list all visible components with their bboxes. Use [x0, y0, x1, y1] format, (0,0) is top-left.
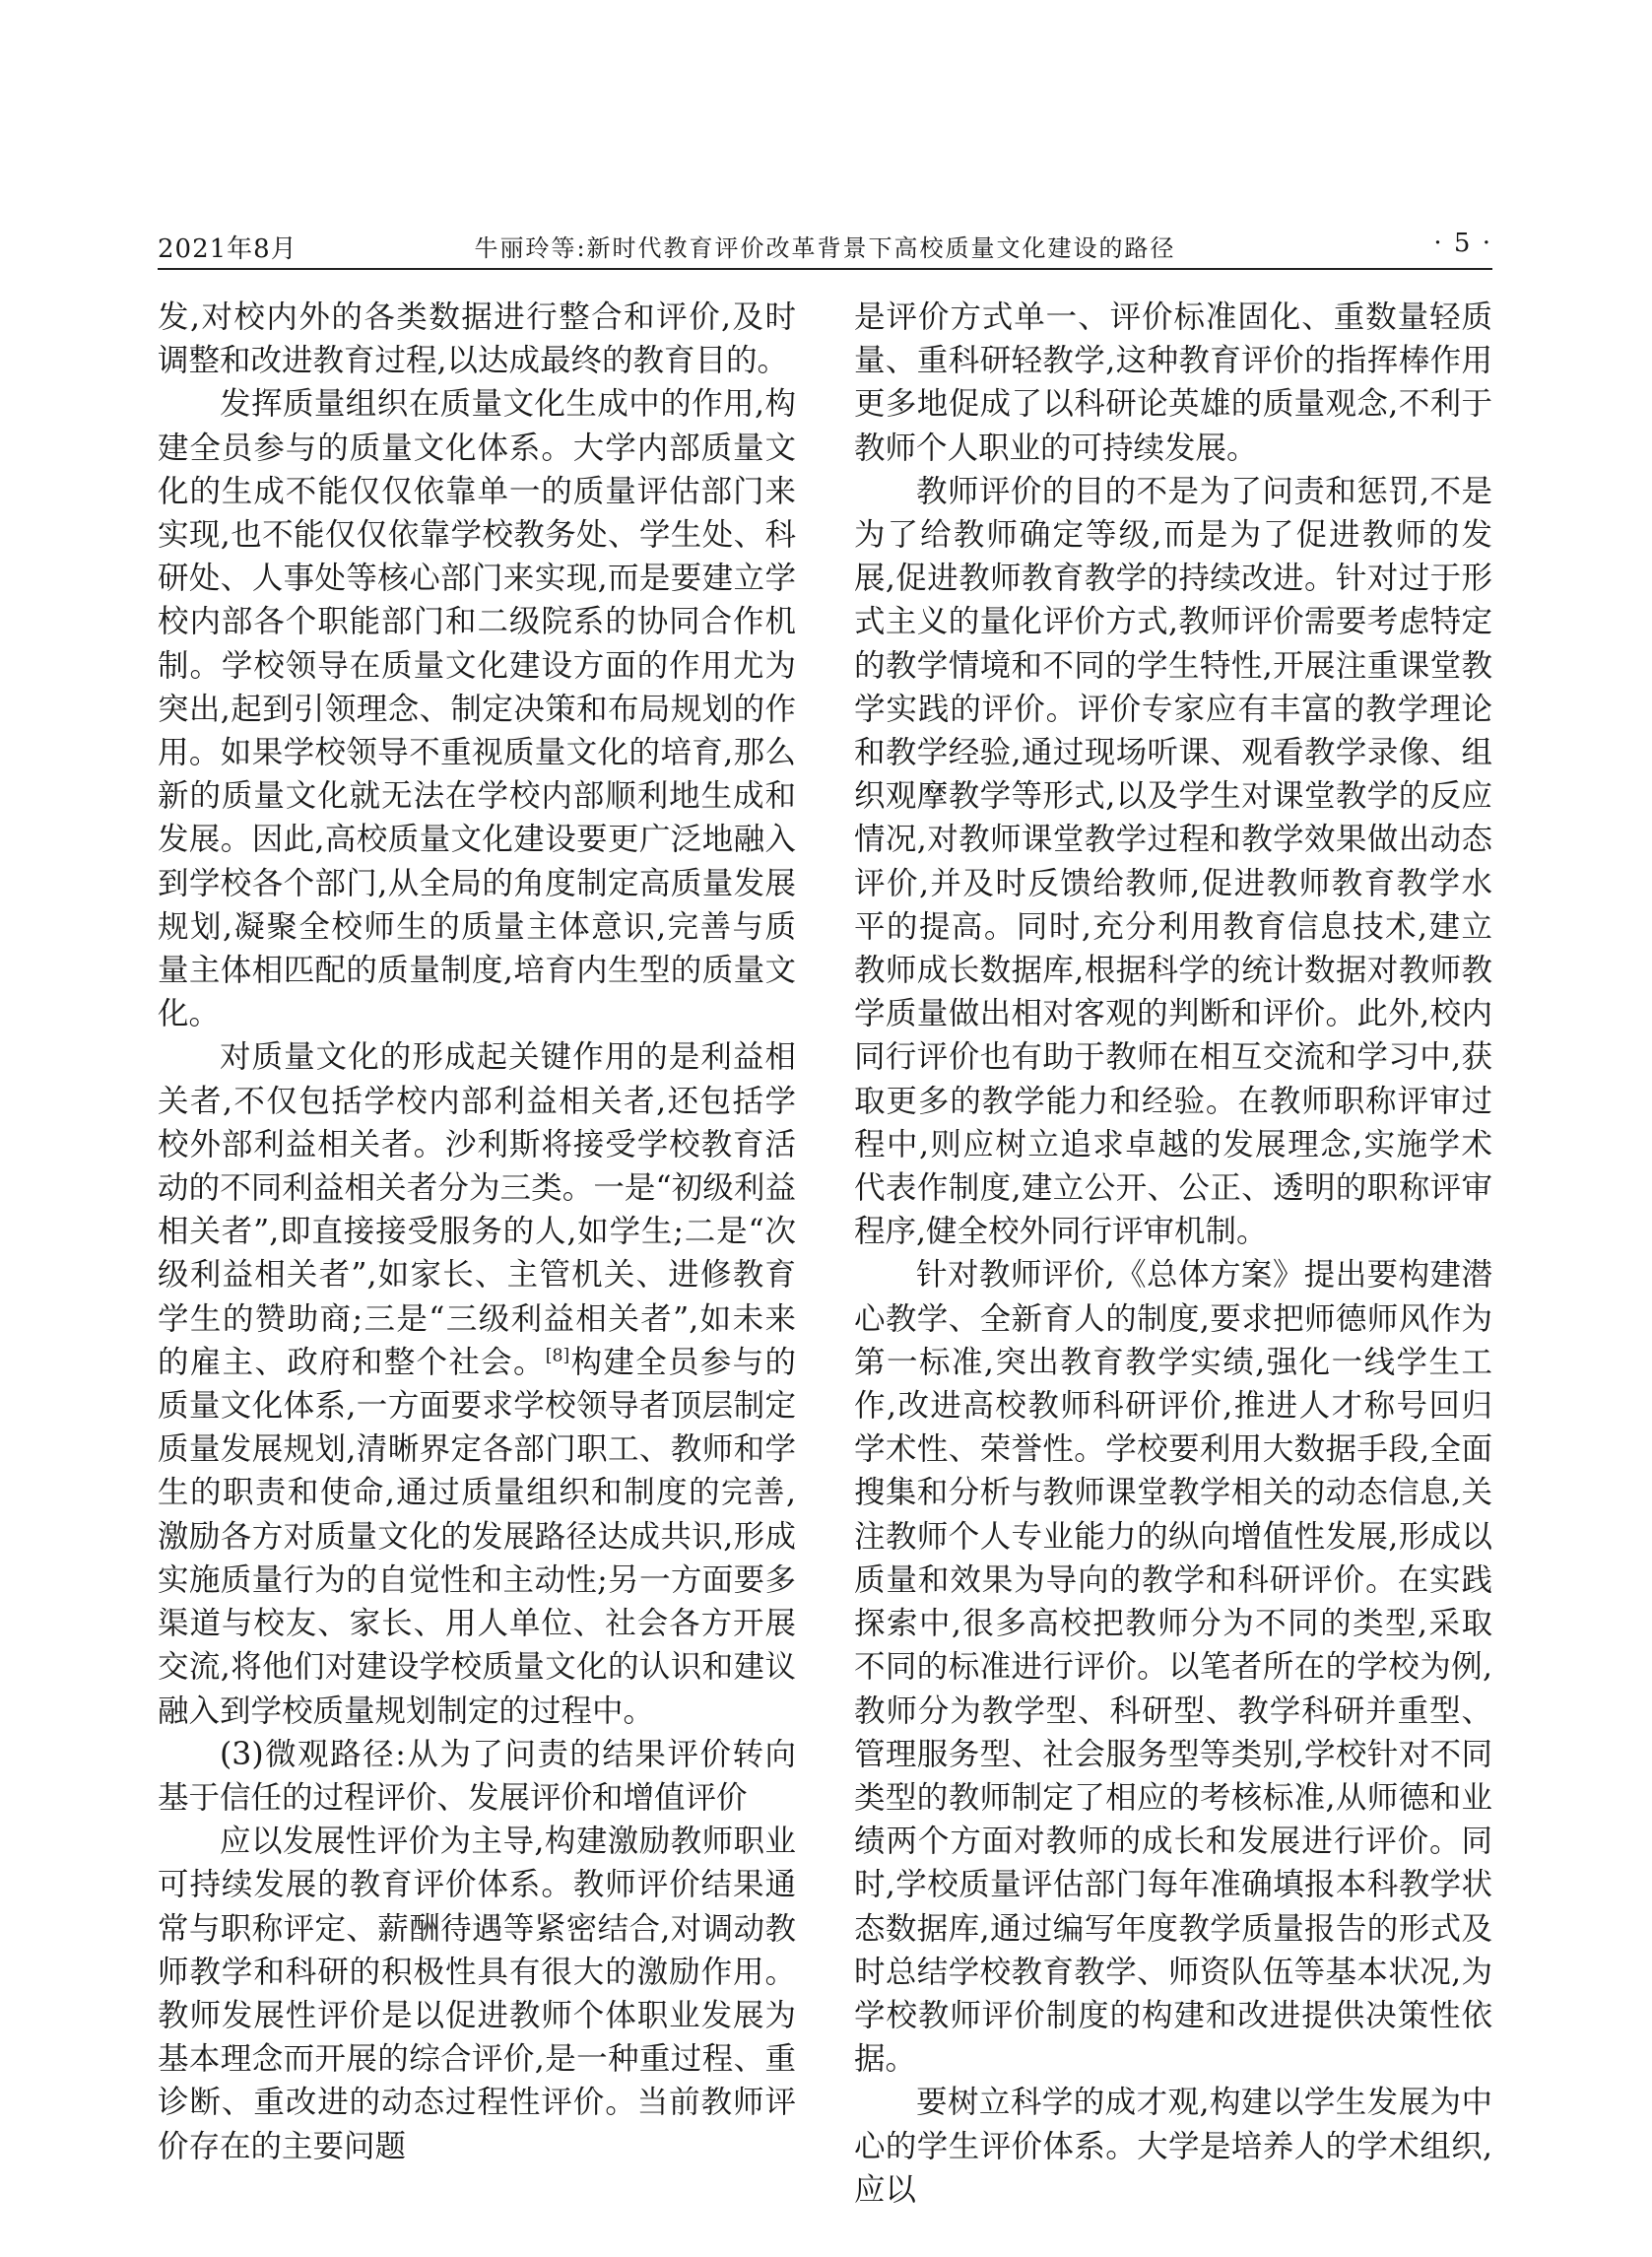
paragraph: 是评价方式单一、评价标准固化、重数量轻质量、重科研轻教学,这种教育评价的指挥棒作用更多地促成了以科研论英雄的质量观念,不利于教师个人职业的可持续发展。	[854, 299, 1492, 466]
paragraph: 应以发展性评价为主导,构建激励教师职业可持续发展的教育评价体系。教师评价结果通常与职称评定、薪酬待遇等紧密结合,对调动教师教学和科研的积极性具有很大的激励作用。教师发展性评价是以促进教师个体职业发展为基本理念而开展的综合评价,是一种重过程、重诊断、重改进的动态过程性评价。当前教师评价存在的主要问题	[158, 1824, 796, 2164]
section-subheading: (3)微观路径:从为了问责的结果评价转向基于信任的过程评价、发展评价和增值评价	[158, 1736, 796, 1816]
right-column	[854, 296, 1492, 2212]
left-column	[158, 296, 796, 2168]
paragraph: 针对教师评价,《总体方案》提出要构建潜心教学、全新育人的制度,要求把师德师风作为第一标准,突出教育教学实绩,强化一线学生工作,改进高校教师科研评价,推进人才称号回归学术性、荣誉性。学校要利用大数据手段,全面搜集和分析与教师课堂教学相关的动态信息,关注教师个人专业能力的纵向增值性发展,形成以质量和效果为导向的教学和科研评价。在实践探索中,很多高校把教师分为不同的类型,采取不同的标准进行评价。以笔者所在的学校为例,教师分为教学型、科研型、教学科研并重型、管理服务型、社会服务型等类别,学校针对不同类型的教师制定了相应的考核标准,从师德和业绩两个方面对教师的成长和发展进行评价。同时,学校质量评估部门每年准确填报本科教学状态数据库,通过编写年度教学质量报告的形式及时总结学校教育教学、师资队伍等基本状况,为学校教师评价制度的构建和改进提供决策性依据。	[854, 1257, 1492, 2078]
issue-date: 2021年8月	[158, 234, 297, 264]
page-number: · 5 ·	[1433, 229, 1492, 258]
paragraph: 要树立科学的成才观,构建以学生发展为中心的学生评价体系。大学是培养人的学术组织,应以	[854, 2085, 1492, 2208]
paragraph	[158, 1035, 796, 1732]
running-title: 牛丽玲等:新时代教育评价改革背景下高校质量文化建设的路径	[474, 234, 1176, 262]
paragraph: 教师评价的目的不是为了问责和惩罚,不是为了给教师确定等级,而是为了促进教师的发展,促进教师教育教学的持续改进。针对过于形式主义的量化评价方式,教师评价需要考虑特定的教学情境和不同的学生特性,开展注重课堂教学实践的评价。评价专家应有丰富的教学理论和教学经验,通过现场听课、观看教学录像、组织观摩教学等形式,以及学生对课堂教学的反应情况,对教师课堂教学过程和教学效果做出动态评价,并及时反馈给教师,促进教师教育教学水平的提高。同时,充分利用教育信息技术,建立教师成长数据库,根据科学的统计数据对教师教学质量做出相对客观的判断和评价。此外,校内同行评价也有助于教师在相互交流和学习中,获取更多的教学能力和经验。在教师职称评审过程中,则应树立追求卓越的发展理念,实施学术代表作制度,建立公开、公正、透明的职称评审程序,健全校外同行评审机制。	[854, 473, 1492, 1250]
paragraph-text: 对质量文化的形成起关键作用的是利益相关者,不仅包括学校内部利益相关者,还包括学校外部利益相关者。沙利斯将接受学校教育活动的不同利益相关者分为三类。一是“初级利益相关者”,即直接接受服务的人,如学生;二是“次级利益相关者”,如家长、主管机关、进修教育学生的赞助商;三是“三级利益相关者”,如未来的雇主、政府和整个社会。	[158, 1039, 796, 1380]
citation-marker: [8]	[545, 1346, 570, 1366]
paragraph-text: 构建全员参与的质量文化体系,一方面要求学校领导者顶层制定质量发展规划,清晰界定各部门职工、教师和学生的职责和使命,通过质量组织和制度的完善,激励各方对质量文化的发展路径达成共识,形成实施质量行为的自觉性和主动性;另一方面要多渠道与校友、家长、用人单位、社会各方开展交流,将他们对建设学校质量文化的认识和建议融入到学校质量规划制定的过程中。	[158, 1344, 796, 1729]
paragraph: 发,对校内外的各类数据进行整合和评价,及时调整和改进教育过程,以达成最终的教育目的。	[158, 299, 796, 379]
paragraph: 发挥质量组织在质量文化生成中的作用,构建全员参与的质量文化体系。大学内部质量文化的生成不能仅仅依靠单一的质量评估部门来实现,也不能仅仅依靠学校教务处、学生处、科研处、人事处等核心部门来实现,而是要建立学校内部各个职能部门和二级院系的协同合作机制。学校领导在质量文化建设方面的作用尤为突出,起到引领理念、制定决策和布局规划的作用。如果学校领导不重视质量文化的培育,那么新的质量文化就无法在学校内部顺利地生成和发展。因此,高校质量文化建设要更广泛地融入到学校各个部门,从全局的角度制定高质量发展规划,凝聚全校师生的质量主体意识,完善与质量主体相匹配的质量制度,培育内生型的质量文化。	[158, 386, 796, 1032]
running-header	[158, 225, 1492, 270]
